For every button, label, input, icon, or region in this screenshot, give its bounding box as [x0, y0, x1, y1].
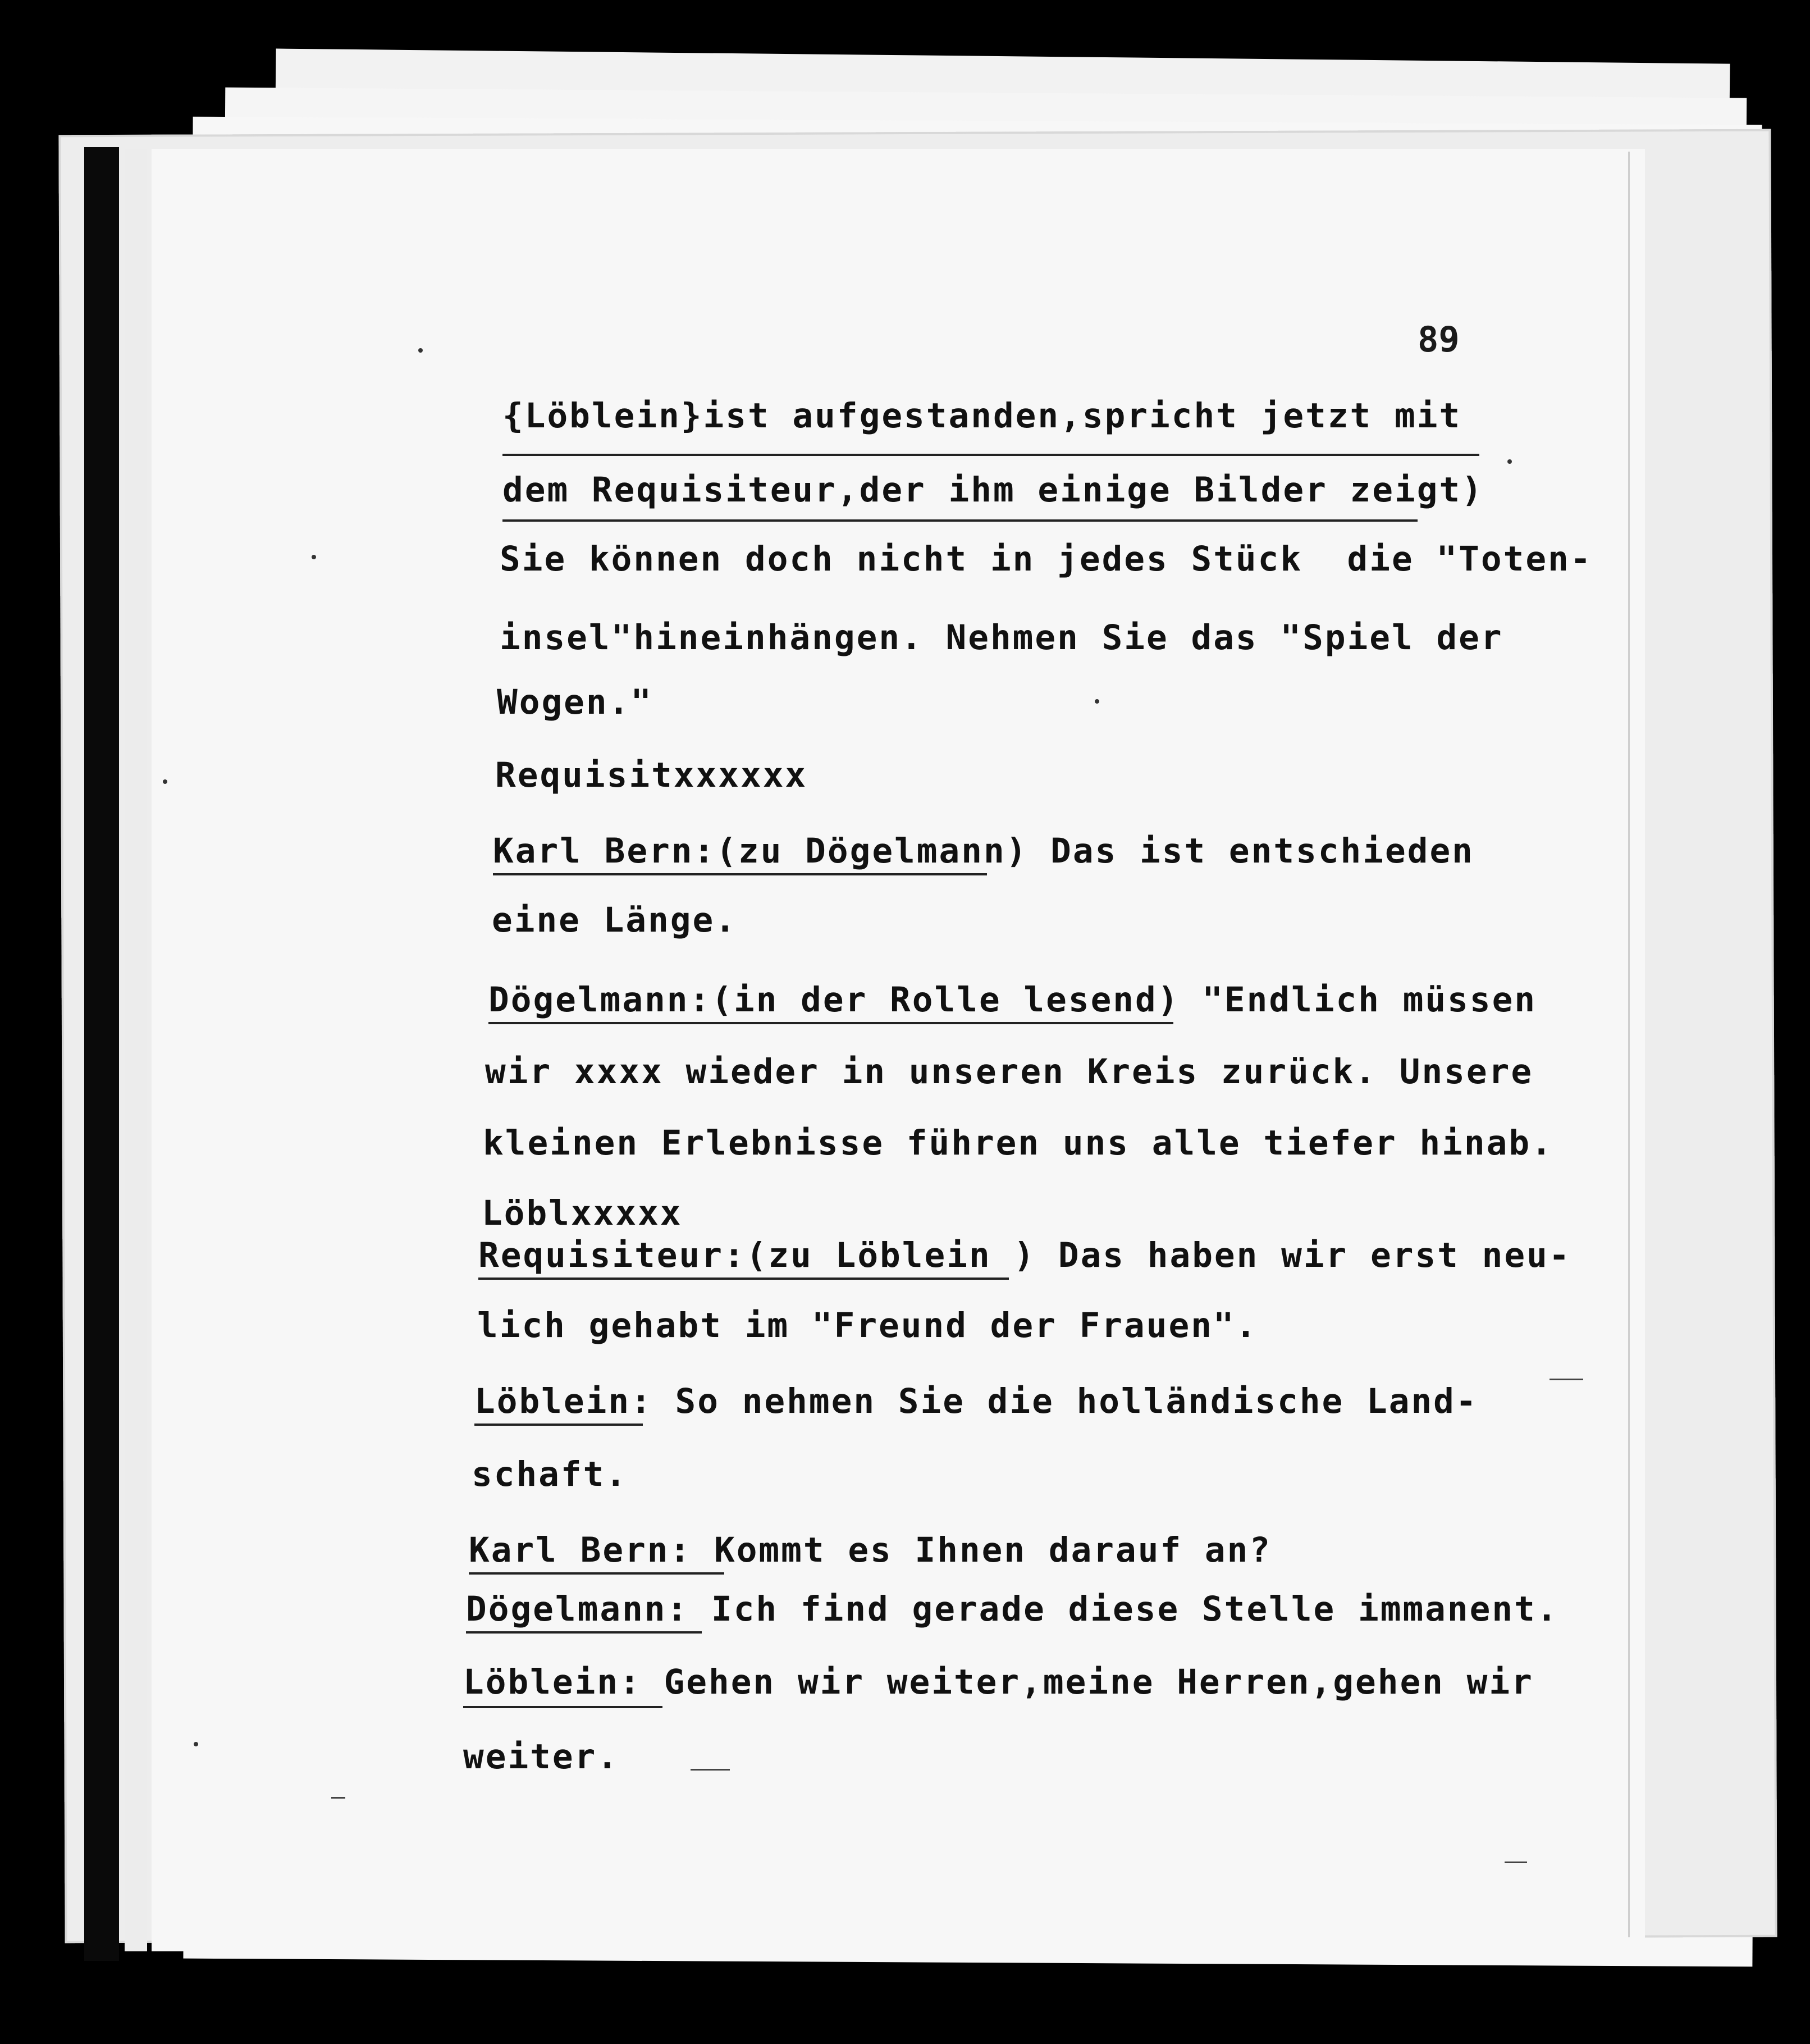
- text-line: Dögelmann:(in der Rolle lesend) "Endlich müssen: [488, 980, 1537, 1020]
- speck: [312, 555, 316, 559]
- text-line: Karl Bern: Kommt es Ihnen darauf an?: [469, 1530, 1272, 1570]
- text-line: dem Requisiteur,der ihm einige Bilder zeigt): [502, 470, 1484, 510]
- speck: [1095, 699, 1099, 704]
- page-edge: [125, 149, 147, 1951]
- text-line: Dögelmann: Ich find gerade diese Stelle immanent.: [466, 1589, 1559, 1629]
- text-line: wir xxxx wieder in unseren Kreis zurück. Unsere: [485, 1052, 1534, 1092]
- underline: [478, 1278, 1009, 1280]
- text-line: Requisiteur:(zu Löblein ) Das haben wir erst neu-: [478, 1235, 1571, 1275]
- underline: [488, 1022, 1173, 1024]
- speck: [163, 779, 167, 784]
- stray-mark: [331, 1797, 345, 1799]
- text-line: weiter.: [463, 1737, 620, 1777]
- stray-mark: [1550, 1379, 1583, 1380]
- text-line: Löblein: Gehen wir weiter,meine Herren,gehen wir: [463, 1662, 1534, 1702]
- margin-line: [1628, 152, 1630, 1937]
- text-line: Sie können doch nicht in jedes Stück die "Toten-: [500, 539, 1593, 579]
- underline: [469, 1572, 724, 1575]
- stray-mark: [691, 1769, 730, 1771]
- text-line: kleinen Erlebnisse führen uns alle tiefer hinab.: [483, 1123, 1553, 1163]
- text-line: schaft.: [472, 1454, 628, 1494]
- speck: [1507, 459, 1512, 464]
- underline: [502, 454, 1479, 456]
- binding-spine: [84, 147, 119, 1961]
- page-number: 89: [1418, 319, 1460, 360]
- underline: [502, 519, 1418, 522]
- text-line: eine Länge.: [492, 900, 737, 940]
- underline: [463, 1706, 662, 1708]
- text-line: Wogen.": [497, 682, 653, 722]
- text-line: Karl Bern:(zu Dögelmann) Das ist entschieden: [493, 831, 1474, 871]
- text-line: Requisitxxxxxx: [495, 755, 808, 795]
- text-line: Löblxxxxx: [482, 1193, 683, 1233]
- text-line: insel"hineinhängen. Nehmen Sie das "Spiel der: [500, 618, 1503, 658]
- stray-mark: [1505, 1862, 1527, 1863]
- underline: [493, 873, 987, 875]
- text-line: {Löblein}ist aufgestanden,spricht jetzt mit: [502, 396, 1462, 436]
- speck: [194, 1742, 198, 1746]
- text-line: Löblein: So nehmen Sie die holländische Land-: [474, 1381, 1478, 1421]
- speck: [418, 348, 423, 353]
- underline: [466, 1631, 702, 1634]
- text-line: lich gehabt im "Freund der Frauen".: [477, 1306, 1258, 1345]
- underline: [474, 1424, 643, 1426]
